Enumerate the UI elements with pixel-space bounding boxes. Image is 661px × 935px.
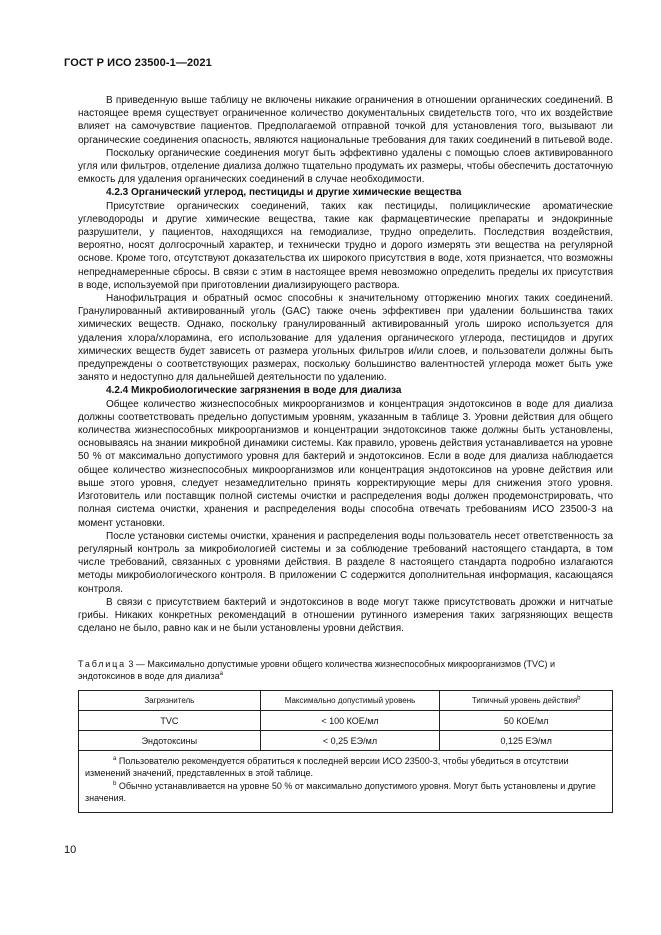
section-heading: 4.2.3 Органический углерод, пестициды и другие химические вещества — [106, 187, 462, 199]
column-header: Максимально допустимый уровень — [260, 691, 440, 711]
limits-table — [78, 690, 613, 813]
document-header: ГОСТ Р ИСО 23500-1—2021 — [64, 57, 212, 69]
table-cell: TVC — [79, 711, 261, 731]
table-caption-text: 3 — Максимально допустимые уровни общего количества жизнеспособных микроорганизмов (TVC) и эндотоксинов в воде для диализа — [78, 659, 556, 681]
paragraph: Присутствие органических соединений, таких как пестициды, полициклические ароматические углеводороды и другие химические вещества, такие как фармацевтические препараты и эндокринные разрушители, у пациентов, находящихся на гемодиализе, трудно определить. Последствия воздействия, вероятно, носят долгосрочный характер, и технически трудно и дорого измерять эти вещества на регулярной основе. Кроме того, отсутствуют доказательства их широкого присутствия в воде, хотя признается, что возможны непреднамеренные сбросы. В связи с этим в настоящее время невозможно определить пределы их присутствия в воде, используемой при приготовлении диализирующего раствора. — [78, 200, 613, 291]
table-caption — [78, 659, 613, 682]
table-notes — [79, 751, 613, 813]
table-row — [79, 711, 613, 731]
footnote-mark: b — [577, 695, 581, 702]
column-header-label: Типичный уровень действия — [471, 696, 578, 705]
paragraph: В связи с присутствием бактерий и эндотоксинов в воде могут также присутствовать дрожжи и нитчатые грибы. Никаких конкретных рекомендаций в отношении рутинного измерения таких загрязняющих веществ сделано не было, равно как и не были установлены уровни действия. — [78, 596, 613, 635]
table-header-row — [79, 691, 613, 711]
page-number: 10 — [64, 844, 77, 856]
footnote-mark: b — [113, 781, 117, 787]
footnote-text: Пользователю рекомендуется обратиться к последней версии ИСО 23500-3, чтобы убедиться в отсутствии изменений значений, представленных в этой таблице. — [85, 756, 569, 778]
table-notes-row — [79, 751, 613, 813]
table-row — [79, 731, 613, 751]
footnote-mark: а — [219, 670, 223, 677]
table-cell: < 100 КОЕ/мл — [260, 711, 440, 731]
column-header: Загрязнитель — [79, 691, 261, 711]
paragraph: После установки системы очистки, хранения и распределения воды пользователь несет ответственность за регулярный контроль за микробиологией системы и за соблюдение требований настоящего стандарта, в том числе требований, связанных с уровнями действия. В разделе 8 настоящего стандарта подробно излагаются методы микробиологического контроля. В приложении С содержится дополнительная информация, касающаяся контроля. — [78, 530, 613, 595]
paragraph: Нанофильтрация и обратный осмос способны к значительному отторжению многих таких соединений. Гранулированный активированный уголь (GAC) также очень эффективен при удалении большинства таких химических веществ. Однако, поскольку гранулированный активированный уголь широко используется для удаления хлора/хлорамина, его использование для удаления органического углерода, пестицидов и других химических веществ будет зависеть от размера угольных фильтров и/или слоев, и пользователи должны быть предупреждены о соответствующих размерах, поскольку большинство валентностей углерода может быть уже занято и недоступно для дальнейшей деятельности по удалению. — [78, 293, 613, 384]
table-cell: 50 КОЕ/мл — [440, 711, 613, 731]
table-cell: 0,125 ЕЭ/мл — [440, 731, 613, 751]
table-footnote — [85, 756, 606, 779]
table-caption-label: Таблица — [78, 659, 126, 669]
table-footnote — [85, 781, 606, 804]
table-cell: < 0,25 ЕЭ/мл — [260, 731, 440, 751]
column-header — [440, 691, 613, 711]
footnote-text: Обычно устанавливается на уровне 50 % от максимально допустимого уровня. Могут быть установлены и другие значения. — [85, 781, 596, 803]
footnote-mark: а — [113, 756, 117, 762]
section-heading: 4.2.4 Микробиологические загрязнения в воде для диализа — [106, 385, 402, 397]
body-text — [78, 94, 613, 635]
paragraph: В приведенную выше таблицу не включены никакие ограничения в отношении органических соединений. В настоящее время существует ограниченное количество документальных свидетельств того, что их воздействие влияет на самочувствие пациентов. Предполагаемой отправной точкой для установления того, вызывают ли органические соединения опасность, являются национальные требования для таких соединений в питьевой воде. — [78, 95, 613, 146]
table-cell: Эндотоксины — [79, 731, 261, 751]
paragraph: Общее количество жизнеспособных микроорганизмов и концентрация эндотоксинов в воде для диализа должны соответствовать предельно допустимым уровням, указанным в таблице 3. Уровни действия для общего количества жизнеспособных микроорганизмов и концентрации эндотоксинов также должны быть установлены, основываясь на знании микробной динамики системы. Как правило, уровень действия устанавливается на уровне 50 % от максимально допустимого уровня для бактерий и эндотоксинов. Если в воде для диализа наблюдается общее количество жизнеспособных микроорганизмов или концентрация эндотоксинов на уровне действия или выше этого уровня, следует незамедлительно принять корректирующие меры для снижения этого уровня. Изготовитель или поставщик полной системы очистки и распределения воды должен продемонстрировать, что полная система очистки, хранения и распределения воды способна отвечать требованиям ИСО 23500-3 на момент установки. — [78, 398, 613, 529]
paragraph: Поскольку органические соединения могут быть эффективно удалены с помощью слоев активированного угля или фильтров, отделение диализа должно тщательно продумать их размеры, чтобы обеспечить достаточную емкость для удаления органических соединений в случае необходимости. — [78, 147, 613, 186]
